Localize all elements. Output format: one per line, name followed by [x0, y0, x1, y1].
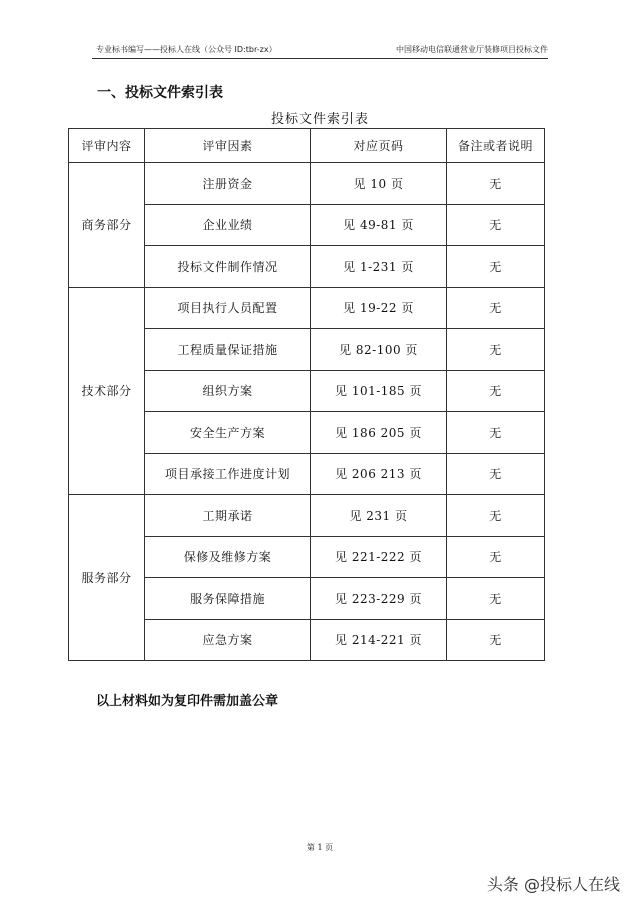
- page-cell: 见 82-100 页: [311, 329, 447, 371]
- header-review-content: 评审内容: [69, 129, 145, 163]
- header-divider: [92, 58, 548, 59]
- page-cell: 见 19-22 页: [311, 287, 447, 329]
- note-cell: 无: [447, 329, 545, 371]
- note-cell: 无: [447, 495, 545, 537]
- factor-cell: 服务保障措施: [145, 578, 311, 620]
- factor-cell: 项目承接工作进度计划: [145, 453, 311, 495]
- header-left-text: 专业标书编写——投标人在线（公众号 ID:tbr-zx）: [96, 45, 277, 54]
- note-cell: 无: [447, 619, 545, 661]
- factor-cell: 保修及维修方案: [145, 536, 311, 578]
- note-cell: 无: [447, 204, 545, 246]
- page-cell: 见 186 205 页: [311, 412, 447, 454]
- note-cell: 无: [447, 578, 545, 620]
- header-page: 对应页码: [311, 129, 447, 163]
- factor-cell: 注册资金: [145, 163, 311, 205]
- factor-cell: 工程质量保证措施: [145, 329, 311, 371]
- factor-cell: 投标文件制作情况: [145, 246, 311, 288]
- index-table: [68, 128, 545, 661]
- table-title: 投标文件索引表: [270, 112, 369, 127]
- note-cell: 无: [447, 412, 545, 454]
- note-cell: 无: [447, 453, 545, 495]
- page-cell: 见 223-229 页: [311, 578, 447, 620]
- note-cell: 无: [447, 287, 545, 329]
- factor-cell: 安全生产方案: [145, 412, 311, 454]
- table-row: [69, 495, 545, 537]
- table-row: [69, 163, 545, 205]
- category-cell: 服务部分: [69, 495, 145, 661]
- page-cell: 见 231 页: [311, 495, 447, 537]
- factor-cell: 企业业绩: [145, 204, 311, 246]
- header-remarks: 备注或者说明: [447, 129, 545, 163]
- page-cell: 见 49-81 页: [311, 204, 447, 246]
- page-cell: 见 206 213 页: [311, 453, 447, 495]
- category-cell: 技术部分: [69, 287, 145, 495]
- factor-cell: 工期承诺: [145, 495, 311, 537]
- table-row: [69, 287, 545, 329]
- page-cell: 见 1-231 页: [311, 246, 447, 288]
- section-heading: 一、投标文件索引表: [97, 85, 223, 101]
- page-cell: 见 214-221 页: [311, 619, 447, 661]
- page-number: 第 1 页: [306, 843, 334, 852]
- table-header-row: [69, 129, 545, 163]
- factor-cell: 组织方案: [145, 370, 311, 412]
- factor-cell: 应急方案: [145, 619, 311, 661]
- page-cell: 见 221-222 页: [311, 536, 447, 578]
- note-cell: 无: [447, 163, 545, 205]
- header-review-factor: 评审因素: [145, 129, 311, 163]
- stamp-requirement-note: 以上材料如为复印件需加盖公章: [96, 694, 279, 709]
- category-cell: 商务部分: [69, 163, 145, 288]
- factor-cell: 项目执行人员配置: [145, 287, 311, 329]
- page-cell: 见 101-185 页: [311, 370, 447, 412]
- watermark: 头条 @投标人在线: [486, 875, 620, 894]
- note-cell: 无: [447, 246, 545, 288]
- page-cell: 见 10 页: [311, 163, 447, 205]
- header-right-text: 中国移动电信联通营业厅装修项目投标文件: [396, 45, 548, 54]
- note-cell: 无: [447, 536, 545, 578]
- note-cell: 无: [447, 370, 545, 412]
